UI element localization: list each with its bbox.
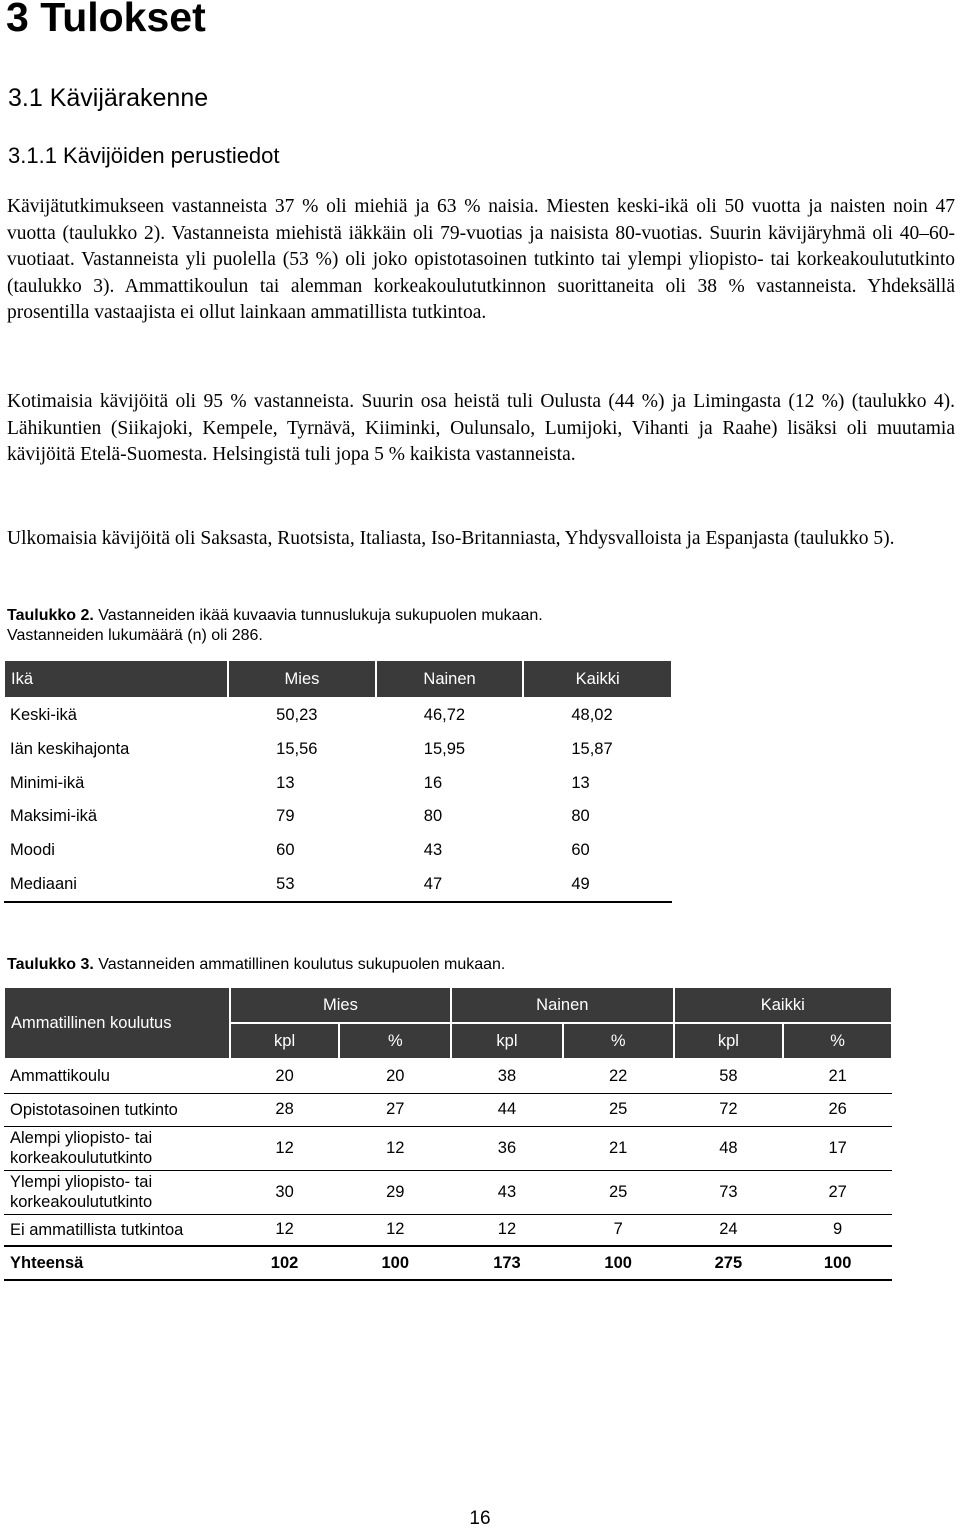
table-row (4, 1214, 892, 1246)
cell-value: 30 (230, 1170, 340, 1214)
header-total: Kaikki (523, 660, 672, 698)
table2-caption-label: Taulukko 2. (7, 607, 94, 624)
header-female: Nainen (376, 660, 524, 698)
table2-caption-text: Vastanneiden ikää kuvaavia tunnuslukuja sukupuolen mukaan. (93, 607, 543, 624)
table-row (4, 733, 672, 767)
table-row (4, 1093, 892, 1126)
cell-value: 21 (783, 1059, 892, 1093)
cell-value: 15,87 (571, 740, 613, 759)
row-label: Minimi-ikä (10, 773, 85, 792)
paragraph-respondents: Kävijätutkimukseen vastanneista 37 % oli miehiä ja 63 % naisia. Miesten keski-ikä oli 50 vuotta ja naisten noin 47 vuotta (taulukko 2). Vastanneista miehistä iäkkäin oli 79-vuotias ja naisista 80-vuotias. Suurin kävijäryhmä oli 40–60-vuotiaat. Vastanneista yli puolella (53 %) oli joko opistotasoinen tutkinto tai ylempi yliopisto- tai korkeakoulututkinto (taulukko 3). Ammattikoulun tai alemman korkeakoulututkinnon suorittaneita oli 38 % vastanneista. Yhdeksällä prosentilla vastaajista ei ollut lainkaan ammatillista tutkintoa. (7, 196, 955, 324)
cell-value: 15,95 (423, 740, 466, 759)
row-label: Ammattikoulu (4, 1059, 230, 1093)
header-group-total: Kaikki (674, 987, 892, 1023)
table-row (4, 834, 672, 868)
total-value: 100 (783, 1246, 892, 1280)
header-male: Mies (228, 660, 376, 698)
cell-value: 29 (339, 1170, 451, 1214)
header-group-female: Nainen (451, 987, 673, 1023)
subsection-heading: 3.1.1 Kävijöiden perustiedot (8, 143, 280, 168)
header-education: Ammatillinen koulutus (4, 987, 230, 1059)
table3-caption-label: Taulukko 3. (7, 956, 94, 973)
paragraph-domestic: Kotimaisia kävijöitä oli 95 % vastanneista. Suurin osa heistä tuli Oulusta (44 %) ja Limingasta (12 %) (taulukko 4). Lähikuntien (Siikajoki, Kempele, Tyrnävä, Kiiminki, Oulunsalo, Lumijoki, Vihanti ja Raahe) lisäksi oli muutamia kävijöitä Etelä-Suomesta. Helsingistä tuli jopa 5 % kaikista vastanneista. (7, 391, 955, 466)
table2-caption-line2: Vastanneiden lukumäärä (n) oli 286. (7, 626, 263, 644)
row-label: Ylempi yliopisto- tai korkeakoulututkinto (4, 1170, 230, 1214)
table2-caption (7, 606, 543, 645)
subheader-percent: % (783, 1023, 892, 1059)
table-row (4, 698, 672, 733)
cell-value: 72 (674, 1093, 784, 1126)
table-row (4, 1126, 892, 1170)
total-value: 275 (674, 1246, 784, 1280)
row-label: Moodi (10, 841, 55, 860)
cell-value: 49 (523, 867, 672, 902)
subheader-kpl: kpl (674, 1023, 784, 1059)
table3-caption (7, 955, 505, 975)
table-total-row (4, 1246, 892, 1280)
cell-value: 73 (674, 1170, 784, 1214)
cell-value: 46,72 (376, 698, 524, 733)
cell-value: 47 (376, 867, 524, 902)
cell-value: 79 (276, 807, 295, 826)
table-row (4, 867, 672, 902)
table-row (4, 1170, 892, 1214)
cell-value: 9 (783, 1214, 892, 1246)
page-number: 16 (469, 1508, 491, 1529)
table-row (4, 800, 672, 834)
table3-caption-text: Vastanneiden ammatillinen koulutus sukupuolen mukaan. (93, 956, 506, 973)
cell-value: 15,56 (276, 740, 318, 759)
cell-value: 13 (276, 773, 295, 792)
row-label: Maksimi-ikä (10, 807, 98, 826)
cell-value: 17 (783, 1126, 892, 1170)
cell-value: 21 (563, 1126, 674, 1170)
row-label: Ei ammatillista tutkintoa (4, 1214, 230, 1246)
cell-value: 12 (339, 1214, 451, 1246)
cell-value: 60 (276, 841, 295, 860)
row-label: Alempi yliopisto- tai korkeakoulututkinto (4, 1126, 230, 1170)
cell-value: 53 (228, 867, 376, 902)
cell-value: 16 (423, 773, 443, 792)
age-statistics-table (3, 659, 673, 903)
cell-value: 12 (230, 1126, 340, 1170)
cell-value: 7 (563, 1214, 674, 1246)
table-header-row (4, 987, 892, 1023)
cell-value: 43 (451, 1170, 563, 1214)
subheader-percent: % (563, 1023, 674, 1059)
total-value: 100 (339, 1246, 451, 1280)
cell-value: 24 (674, 1214, 784, 1246)
cell-value: 58 (674, 1059, 784, 1093)
cell-value: 36 (451, 1126, 563, 1170)
cell-value: 80 (571, 807, 590, 826)
cell-value: 12 (339, 1126, 451, 1170)
cell-value: 27 (339, 1093, 451, 1126)
cell-value: 50,23 (228, 698, 376, 733)
cell-value: 26 (783, 1093, 892, 1126)
section-heading: 3.1 Kävijärakenne (8, 84, 209, 112)
total-value: 100 (563, 1246, 674, 1280)
table-row (4, 766, 672, 800)
chapter-heading: 3 Tulokset (6, 0, 206, 40)
cell-value: 20 (230, 1059, 340, 1093)
cell-value: 12 (451, 1214, 563, 1246)
cell-value: 44 (451, 1093, 563, 1126)
cell-value: 60 (571, 841, 590, 860)
subheader-percent: % (339, 1023, 451, 1059)
cell-value: 22 (563, 1059, 674, 1093)
cell-value: 28 (230, 1093, 340, 1126)
table-row (4, 1059, 892, 1093)
cell-value: 12 (230, 1214, 340, 1246)
cell-value: 38 (451, 1059, 563, 1093)
cell-value: 20 (339, 1059, 451, 1093)
cell-value: 25 (563, 1170, 674, 1214)
row-label: Opistotasoinen tutkinto (4, 1093, 230, 1126)
subheader-kpl: kpl (451, 1023, 563, 1059)
cell-value: 25 (563, 1093, 674, 1126)
cell-value: 43 (423, 841, 443, 860)
total-value: 102 (230, 1246, 340, 1280)
cell-value: 13 (571, 773, 590, 792)
table-header-row (4, 660, 672, 698)
cell-value: 48,02 (523, 698, 672, 733)
education-table (3, 986, 893, 1281)
subheader-kpl: kpl (230, 1023, 340, 1059)
paragraph-foreign: Ulkomaisia kävijöitä oli Saksasta, Ruotsista, Italiasta, Iso-Britanniasta, Yhdysvalloista ja Espanjasta (taulukko 5). (7, 528, 895, 549)
total-value: 173 (451, 1246, 563, 1280)
row-label: Iän keskihajonta (10, 740, 130, 759)
cell-value: 27 (783, 1170, 892, 1214)
cell-value: 48 (674, 1126, 784, 1170)
cell-value: 80 (423, 807, 443, 826)
row-label: Mediaani (4, 867, 228, 902)
row-label: Keski-ikä (4, 698, 228, 733)
header-age: Ikä (4, 660, 228, 698)
header-group-male: Mies (230, 987, 451, 1023)
total-label: Yhteensä (4, 1246, 230, 1280)
